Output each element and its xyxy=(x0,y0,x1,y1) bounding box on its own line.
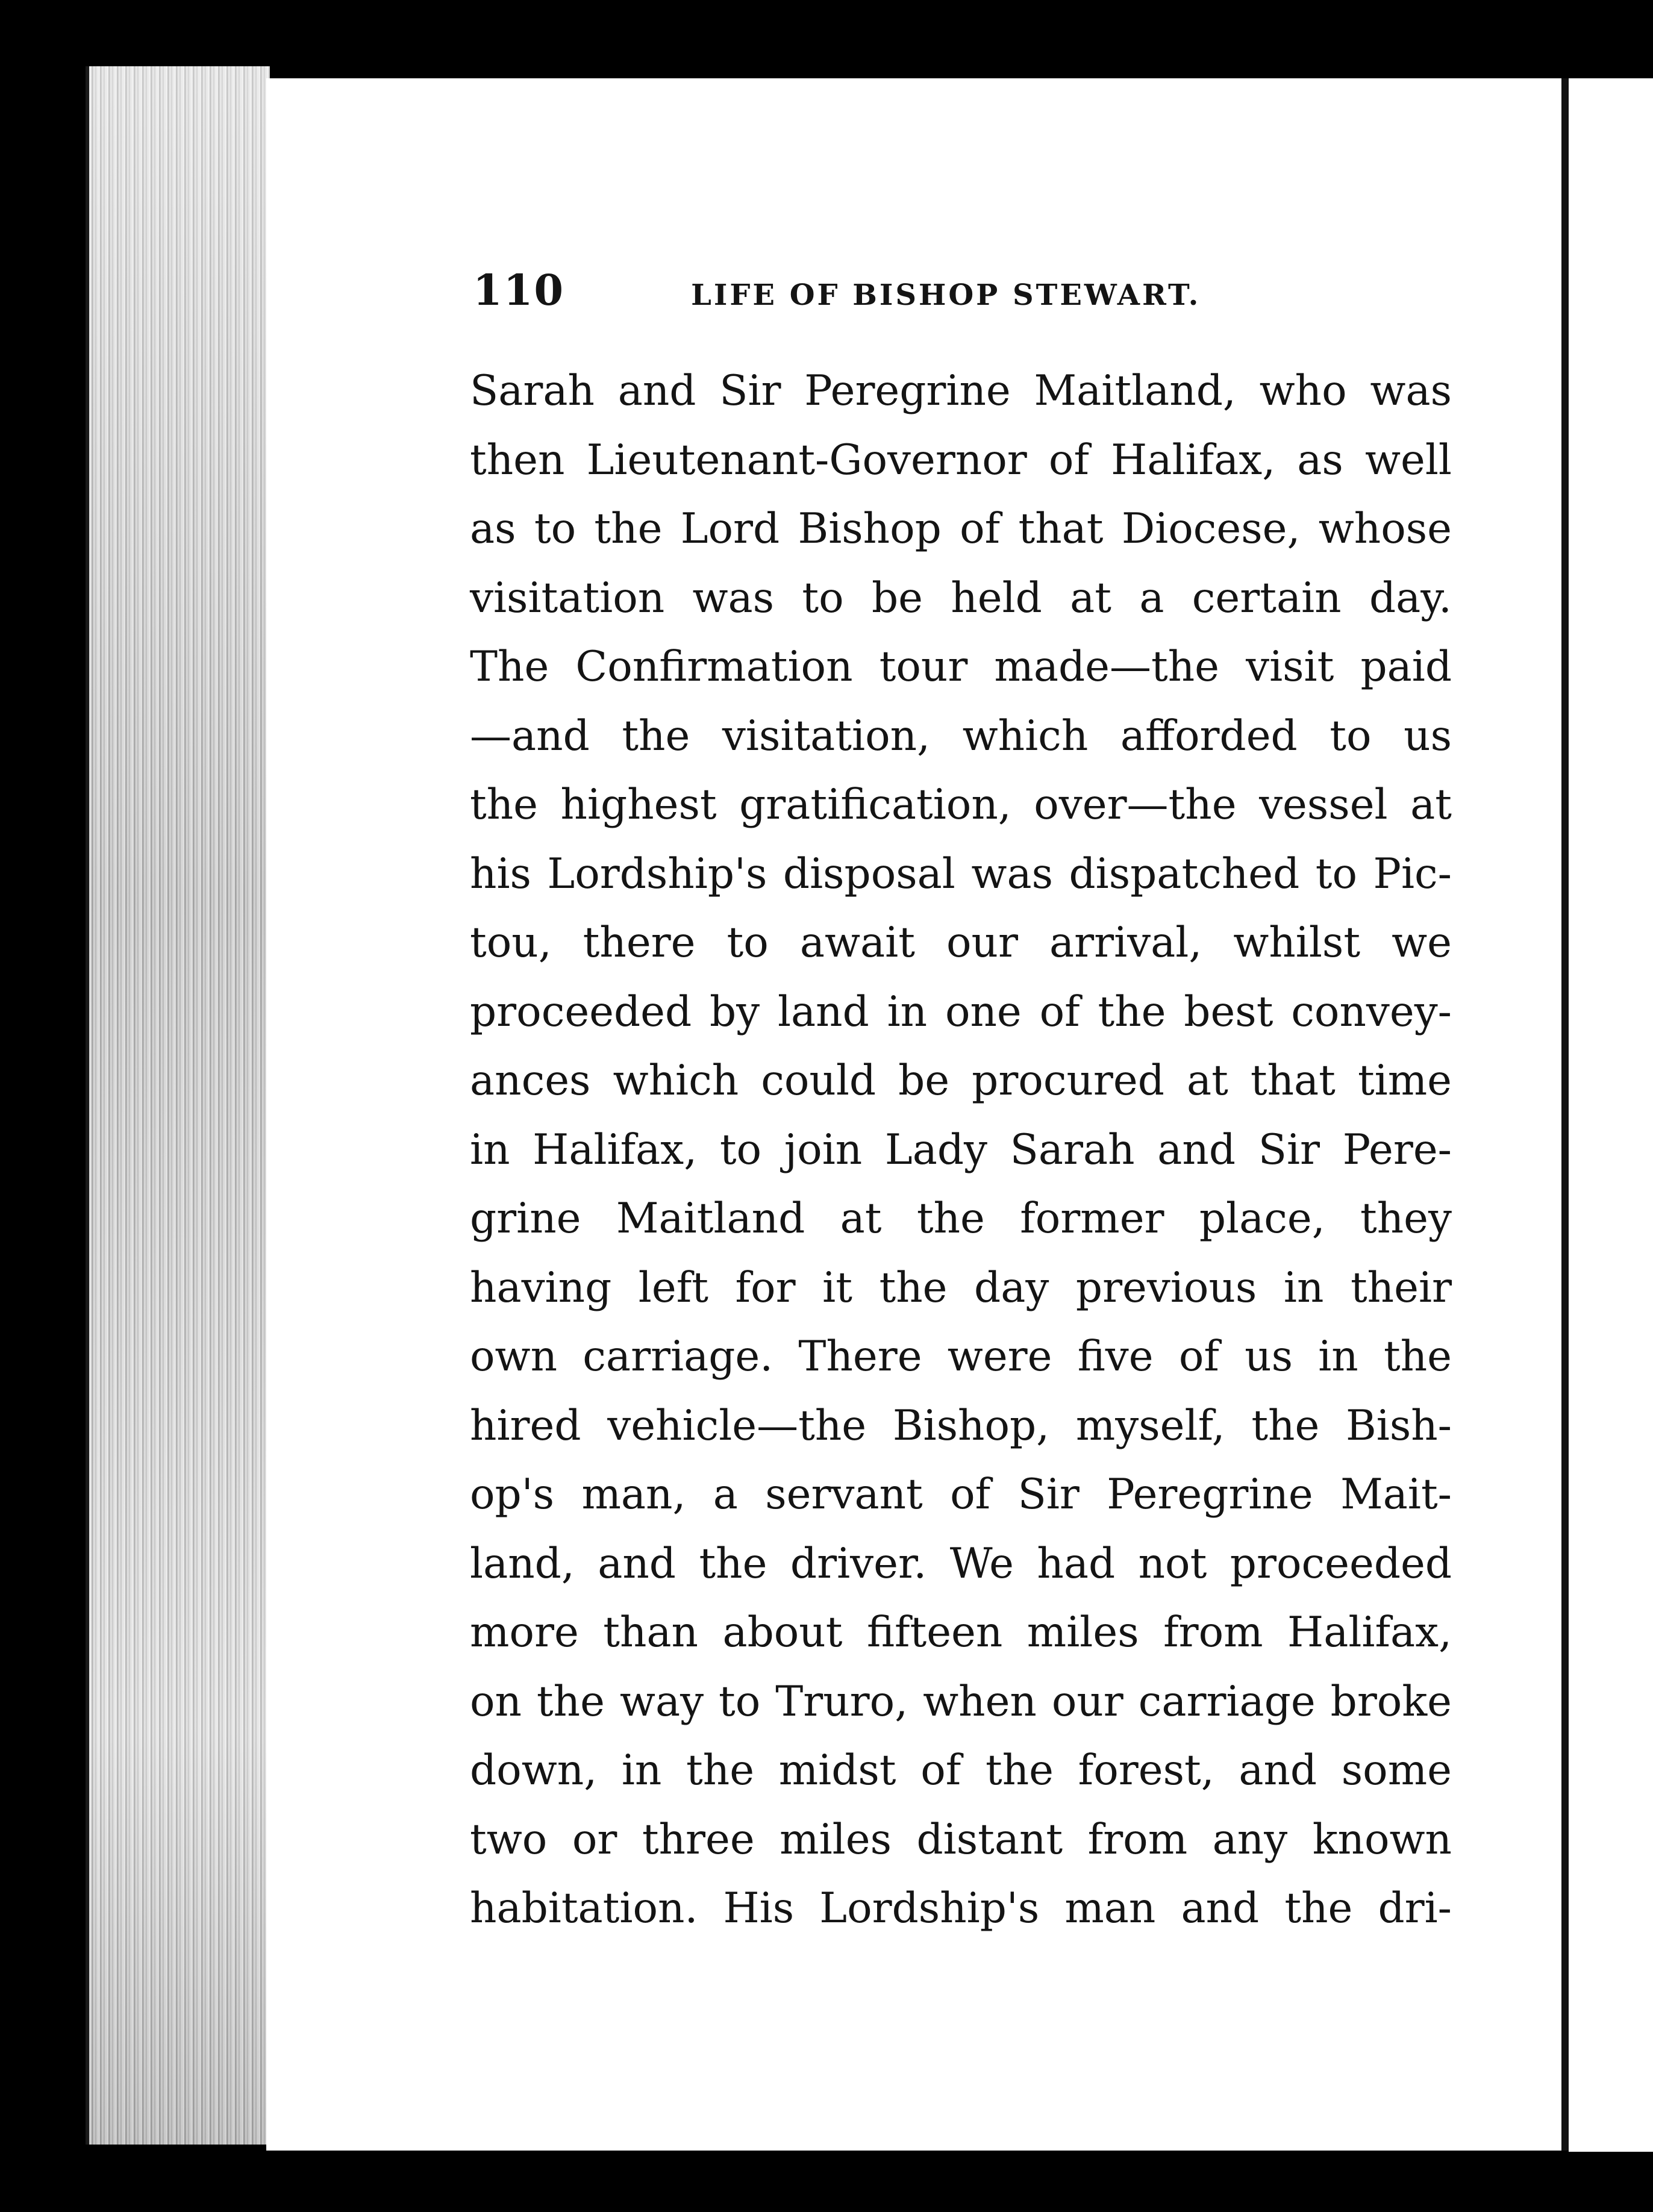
text-line: two or three miles distant from any known xyxy=(470,1815,1452,1864)
body-text xyxy=(470,357,1452,1943)
book-page-edges xyxy=(86,66,270,2145)
text-line: having left for it the day previous in their xyxy=(470,1263,1452,1312)
text-line: proceeded by land in one of the best convey- xyxy=(470,987,1452,1036)
text-line: visitation was to be held at a certain day. xyxy=(470,573,1452,622)
running-header xyxy=(473,265,1232,319)
text-line: own carriage. There were five of us in the xyxy=(470,1333,1452,1381)
text-line: in Halifax, to join Lady Sarah and Sir Pere- xyxy=(470,1125,1452,1174)
text-line: The Confirmation tour made—the visit paid xyxy=(470,643,1452,691)
page-number: 110 xyxy=(473,265,565,315)
running-title: LIFE OF BISHOP STEWART. xyxy=(691,278,1201,312)
text-line: as to the Lord Bishop of that Diocese, whose xyxy=(470,505,1452,553)
text-line: on the way to Truro, when our carriage broke xyxy=(470,1677,1452,1726)
text-line: grine Maitland at the former place, they xyxy=(470,1195,1452,1243)
text-line: ances which could be procured at that time xyxy=(470,1057,1452,1105)
text-line: tou, there to await our arrival, whilst we xyxy=(470,919,1452,967)
text-line: hired vehicle—the Bishop, myself, the Bish- xyxy=(470,1401,1452,1450)
text-line: more than about fifteen miles from Halifax, xyxy=(470,1608,1452,1657)
text-line: —and the visitation, which afforded to us xyxy=(470,711,1452,760)
text-line: the highest gratification, over—the vessel at xyxy=(470,781,1452,829)
text-line: op's man, a servant of Sir Peregrine Mait- xyxy=(470,1470,1452,1519)
text-line: then Lieutenant-Governor of Halifax, as well xyxy=(470,436,1452,484)
page-gutter-shadow xyxy=(1561,78,1569,2151)
facing-page-edge xyxy=(1569,78,1653,2152)
text-line: Sarah and Sir Peregrine Maitland, who was xyxy=(470,367,1452,415)
text-line: down, in the midst of the forest, and some xyxy=(470,1746,1452,1795)
text-line: land, and the driver. We had not proceeded xyxy=(470,1539,1452,1588)
text-line: habitation. His Lordship's man and the dri- xyxy=(470,1884,1452,1932)
text-line: his Lordship's disposal was dispatched to Pic- xyxy=(470,849,1452,898)
